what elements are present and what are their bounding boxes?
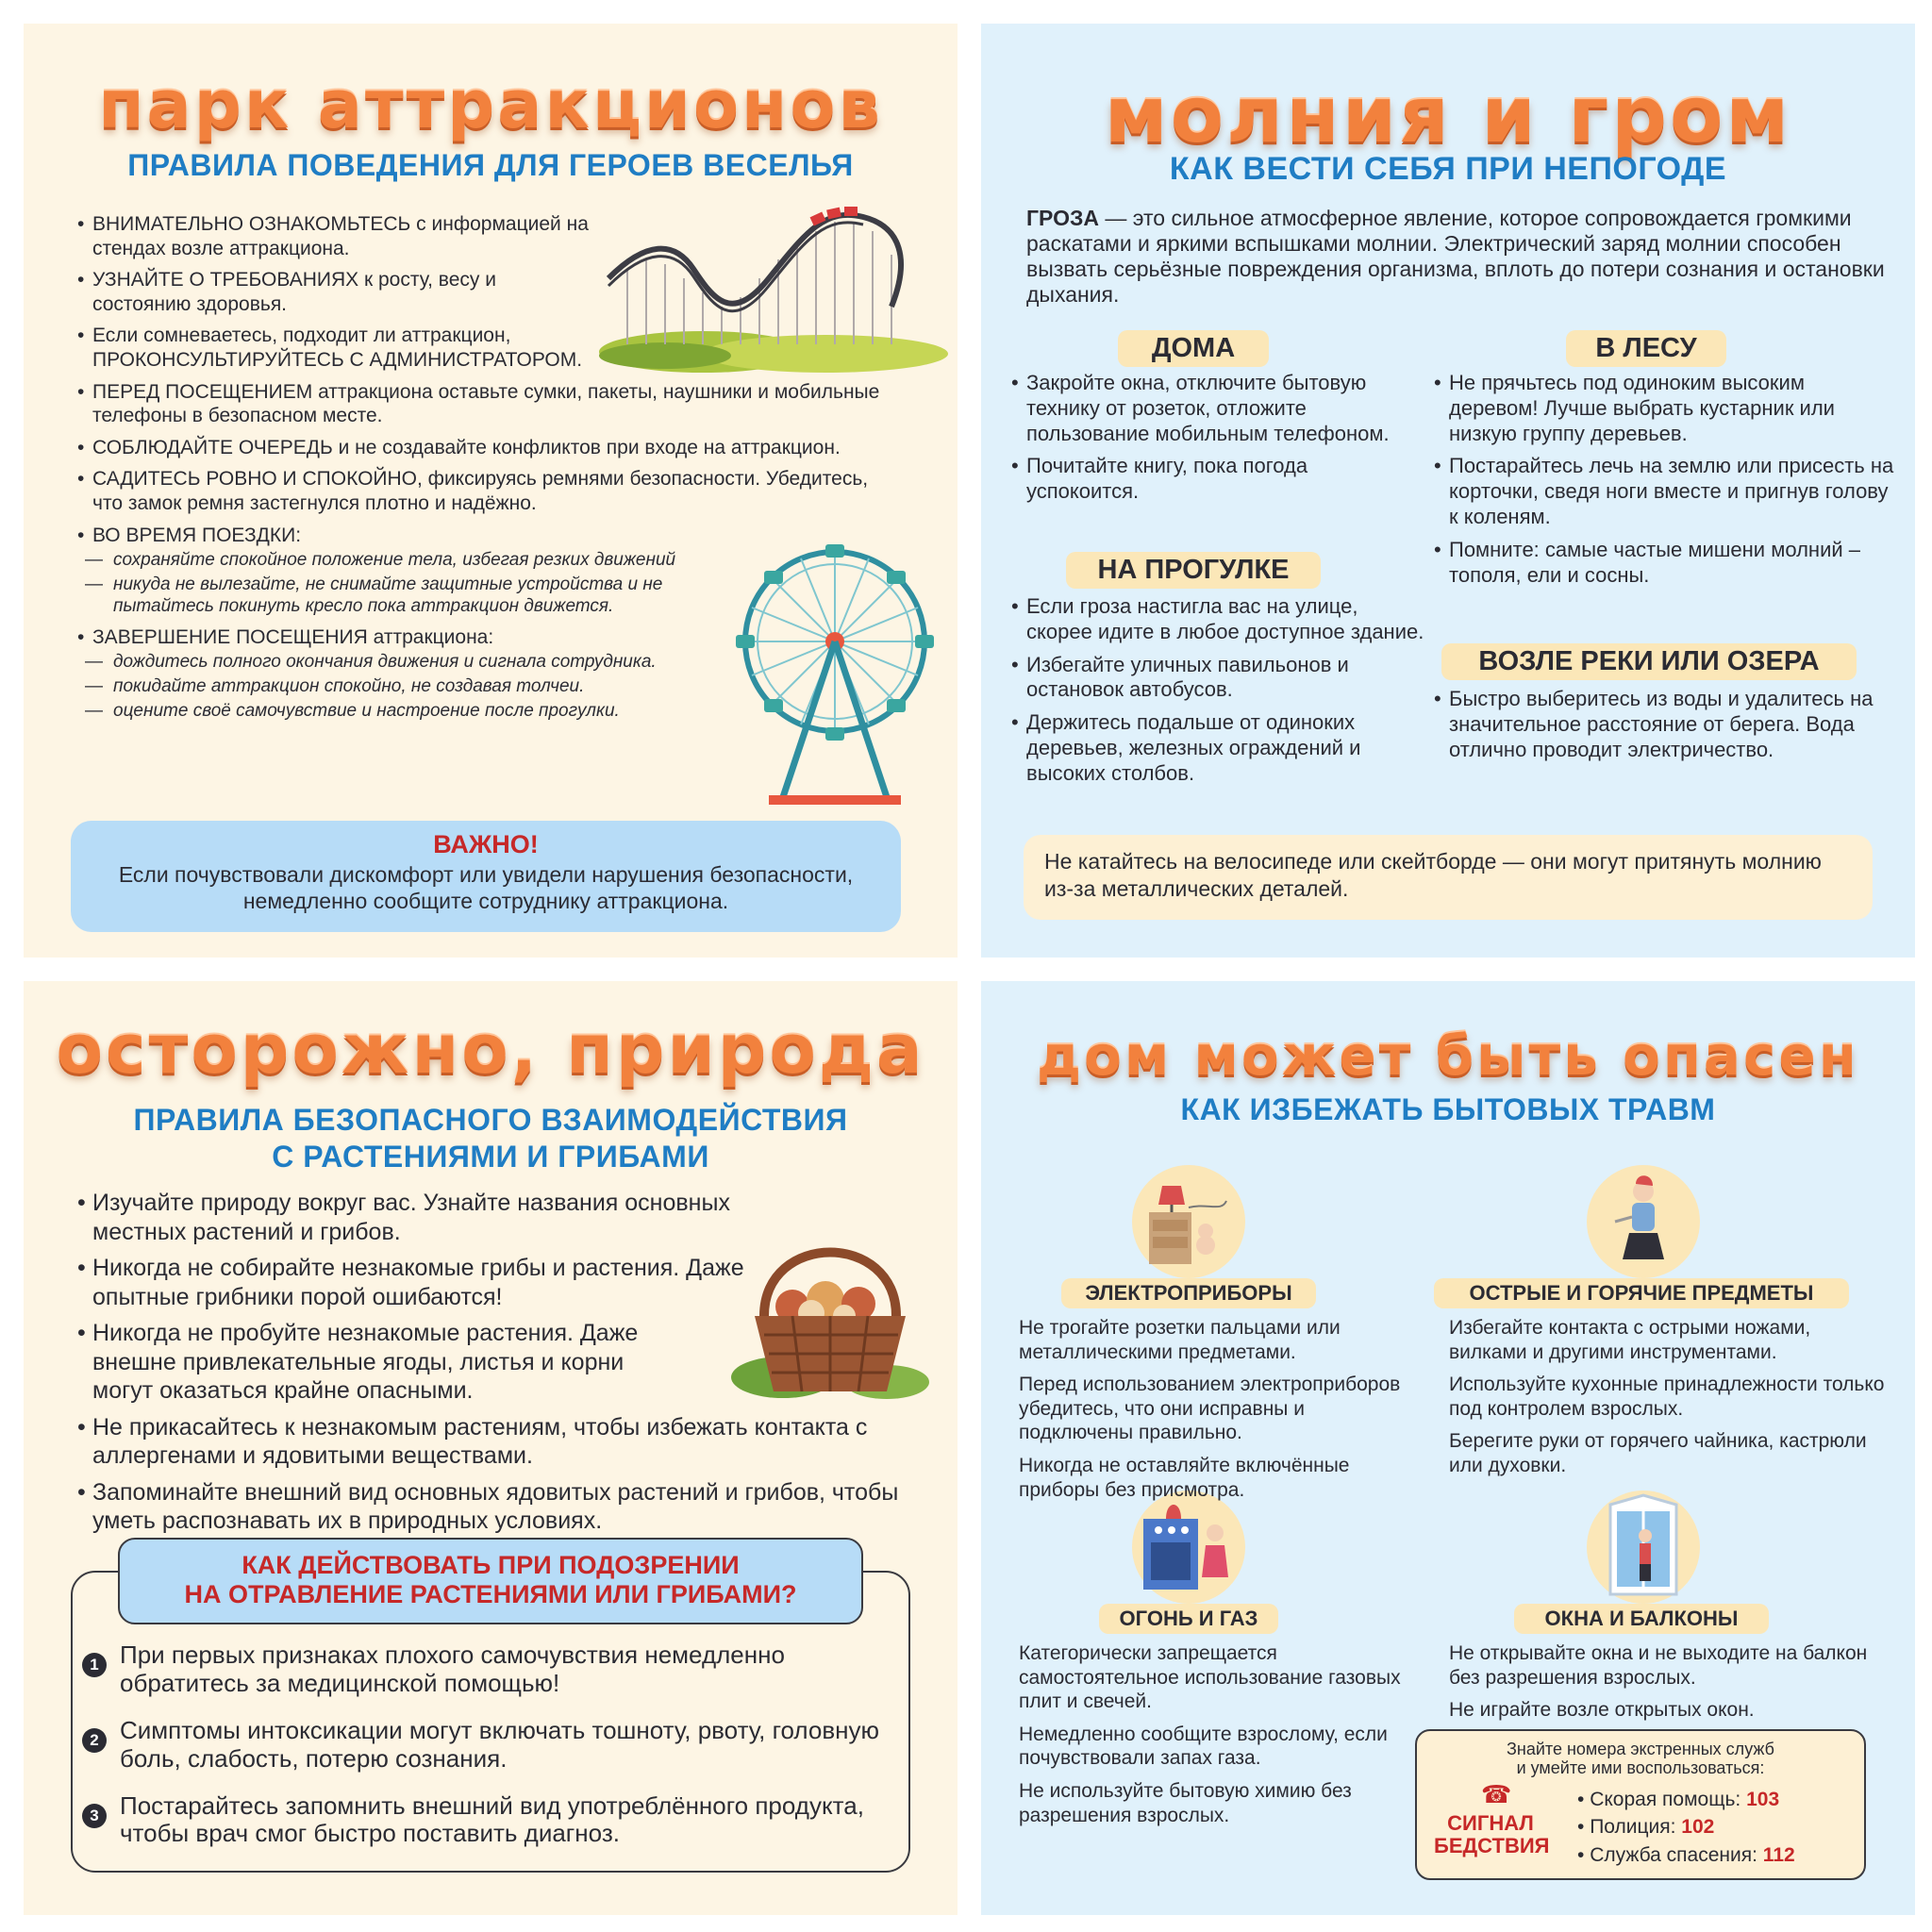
- poisoning-title-line: КАК ДЕЙСТВОВАТЬ ПРИ ПОДОЗРЕНИИ: [242, 1551, 740, 1579]
- during-title: ВО ВРЕМЯ ПОЕЗДКИ:: [92, 524, 302, 546]
- forest-item: • Не прячьтесь под одиноким высоким деревом! Лучше выбрать кустарник или низкую группу деревьев.: [1432, 371, 1894, 446]
- during-point: — сохраняйте спокойное положение тела, избегая резких движений: [92, 550, 755, 572]
- rule-text: аттракциона оставьте сумки, пакеты, наушники и мобильные телефоны в безопасном месте.: [92, 380, 880, 427]
- nature-rule-item: • Запоминайте внешний вид основных ядовитых растений и грибов, чтобы уметь распознавать их в природных условиях.: [75, 1478, 924, 1536]
- home-heading: ДОМА: [1118, 330, 1269, 367]
- service-name: Полиция:: [1590, 1816, 1676, 1839]
- rule-item: [75, 467, 887, 515]
- service-name: Служба спасения:: [1590, 1843, 1757, 1866]
- fire-text: [1019, 1641, 1415, 1836]
- step-number: 1: [82, 1653, 107, 1677]
- important-box: [71, 821, 901, 932]
- walk-item: • Избегайте уличных павильонов и остановок автобусов.: [1009, 653, 1424, 704]
- nature-caution-panel: [24, 981, 958, 1915]
- rule-item: [75, 212, 604, 260]
- electrical-appliances-icon: [1132, 1165, 1245, 1278]
- home-item: • Почитайте книгу, пока погода успокоится.: [1009, 454, 1406, 505]
- rule-bold: СОБЛЮДАЙТЕ ОЧЕРЕДЬ: [92, 436, 333, 458]
- end-title: ЗАВЕРШЕНИЕ ПОСЕЩЕНИЯ: [92, 625, 368, 648]
- rule-text: фиксируясь ремнями безопасности. Убедитесь, что замок ремня застегнулся плотно и надёжно.: [92, 468, 869, 515]
- electro-item: Никогда не оставляйте включённые приборы без присмотра.: [1019, 1455, 1350, 1501]
- window-text: [1449, 1641, 1892, 1731]
- home-danger-panel: [981, 981, 1915, 1915]
- subtitle-line: ПРАВИЛА БЕЗОПАСНОГО ВЗАИМОДЕЙСТВИЯ: [133, 1103, 848, 1137]
- sharp-item: Избегайте контакта с острыми ножами, вилками и другими инструментами.: [1449, 1317, 1811, 1363]
- electro-heading: ЭЛЕКТРОПРИБОРЫ: [1061, 1278, 1316, 1308]
- intro-paragraph: [1026, 206, 1894, 308]
- emergency-box: [1415, 1729, 1866, 1880]
- sharp-heading: ОСТРЫЕ И ГОРЯЧИЕ ПРЕДМЕТЫ: [1434, 1278, 1849, 1308]
- end-title-rest: аттракциона:: [367, 625, 494, 648]
- panel-subtitle: КАК ВЕСТИ СЕБЯ ПРИ НЕПОГОДЕ: [1169, 151, 1727, 187]
- walk-heading: НА ПРОГУЛКЕ: [1066, 552, 1321, 589]
- step-text: При первых признаках плохого самочувствия немедленно обратитесь за медицинской помощью!: [120, 1641, 785, 1697]
- sharp-text: [1449, 1316, 1892, 1487]
- during-point: — никуда не вылезайте, не снимайте защитные устройства и не пытайтесь покинуть кресло пока аттракцион движется.: [92, 575, 755, 618]
- rule-text: с информацией на стендах возле аттракциона.: [92, 213, 589, 259]
- poisoning-title-line: НА ОТРАВЛЕНИЕ РАСТЕНИЯМИ ИЛИ ГРИБАМИ?: [184, 1580, 797, 1609]
- window-heading: ОКНА И БАЛКОНЫ: [1514, 1604, 1769, 1634]
- nature-rules-list: [75, 1189, 924, 1543]
- phone-icon: ☎: [1481, 1780, 1512, 1808]
- rule-bold: ВНИМАТЕЛЬНО ОЗНАКОМЬТЕСЬ: [92, 213, 411, 235]
- river-heading: ВОЗЛЕ РЕКИ ИЛИ ОЗЕРА: [1441, 643, 1857, 680]
- intro-bold: ГРОЗА: [1026, 206, 1099, 230]
- electro-item: Не трогайте розетки пальцами или металлическими предметами.: [1019, 1317, 1341, 1363]
- rule-item: [75, 436, 868, 460]
- sharp-hot-objects-icon: [1587, 1165, 1700, 1278]
- rule-item: [75, 268, 547, 316]
- nature-rule-item: • Никогда не собирайте незнакомые грибы и растения. Даже опытные грибники порой ошибаются!: [75, 1254, 774, 1311]
- forest-item: • Постарайтесь лечь на землю или присесть на корточки, сведя ноги вместе и пригнув голову к коленям.: [1432, 454, 1894, 529]
- forest-item: • Помните: самые частые мишени молний – тополя, ели и сосны.: [1432, 538, 1894, 589]
- intro-text: — это сильное атмосферное явление, которое сопровождается громкими раскатами и яркими вспышками молнии. Электрический заряд молнии способен вызвать серьёзные повреждения организма, вплоть до потери сознания и остановки дыхания.: [1026, 206, 1885, 307]
- end-point: — покидайте аттракцион спокойно, не создавая толчеи.: [92, 676, 755, 698]
- rule-bold: САДИТЕСЬ РОВНО И СПОКОЙНО,: [92, 468, 423, 491]
- walk-item: • Если гроза настигла вас на улице, скорее идите в любое доступное здание.: [1009, 594, 1424, 645]
- fire-item: Немедленно сообщите взрослому, если почувствовали запах газа.: [1019, 1723, 1388, 1770]
- sharp-item: Берегите руки от горячего чайника, кастрюли или духовки.: [1449, 1430, 1867, 1477]
- during-ride-item: [75, 524, 755, 618]
- home-list: [1009, 371, 1406, 512]
- end-point: — дождитесь полного окончания движения и сигнала сотрудника.: [92, 652, 755, 674]
- emergency-header: [1417, 1740, 1864, 1778]
- home-item: • Закройте окна, отключите бытовую технику от розеток, отложите пользование мобильным телефоном.: [1009, 371, 1406, 446]
- rule-text: и не создавайте конфликтов при входе на аттракцион.: [332, 436, 841, 458]
- service-name: Скорая помощь:: [1590, 1789, 1741, 1810]
- rule-text: к росту, весу и состоянию здоровья.: [92, 269, 496, 315]
- river-item: • Быстро выберитесь из воды и удалитесь на значительное расстояние от берега. Вода отлично проводит электричество.: [1432, 687, 1894, 762]
- important-title: ВАЖНО!: [433, 830, 539, 858]
- panel-subtitle: КАК ИЗБЕЖАТЬ БЫТОВЫХ ТРАВМ: [1180, 1092, 1716, 1126]
- step-text: Симптомы интоксикации могут включать тошноту, рвоту, головную боль, слабость, потерю сознания.: [120, 1715, 880, 1773]
- step-item: [82, 1717, 893, 1774]
- panel-title: осторожно, природа: [56, 1009, 925, 1089]
- services-list: [1577, 1786, 1795, 1869]
- forest-heading: В ЛЕСУ: [1566, 330, 1726, 367]
- walk-item: • Держитесь подальше от одиноких деревьев, железных ограждений и высоких столбов.: [1009, 710, 1424, 786]
- note-text: Не катайтесь на велосипеде или скейтборде — они могут притянуть молнию из-за металлических деталей.: [1044, 849, 1822, 901]
- fire-heading: ОГОНЬ И ГАЗ: [1099, 1604, 1278, 1634]
- panel-title: молния и гром: [1104, 71, 1792, 160]
- signal-line: СИГНАЛ: [1447, 1811, 1534, 1835]
- emergency-header-line: Знайте номера экстренных служб: [1507, 1740, 1774, 1758]
- panel-title: парк аттракционов: [98, 66, 883, 143]
- poisoning-header: [118, 1538, 863, 1624]
- service-item: • Служба спасения: 112: [1577, 1843, 1795, 1866]
- subtitle-line: С РАСТЕНИЯМИ И ГРИБАМИ: [272, 1140, 709, 1174]
- signal-line: БЕДСТВИЯ: [1434, 1834, 1550, 1858]
- service-number: 102: [1681, 1816, 1715, 1839]
- step-text: Постарайтесь запомнить внешний вид употреблённого продукта, чтобы врач смог быстро поставить диагноз.: [120, 1790, 864, 1848]
- step-number: 3: [82, 1804, 107, 1828]
- nature-rule-item: • Никогда не пробуйте незнакомые растения. Даже внешне привлекательные ягоды, листья и корни могут оказаться крайне опасными.: [75, 1319, 679, 1406]
- fire-item: Категорически запрещается самостоятельное использование газовых плит и свечей.: [1019, 1642, 1401, 1713]
- service-item: • Полиция: 102: [1577, 1816, 1715, 1839]
- service-item: • Скорая помощь: 103: [1577, 1789, 1780, 1810]
- amusement-park-panel: [24, 24, 958, 958]
- end-visit-item: [75, 625, 755, 723]
- electro-item: Перед использованием электроприборов убедитесь, что они исправны и подключены правильно.: [1019, 1374, 1401, 1444]
- walk-list: [1009, 594, 1424, 794]
- emergency-header-line: и умейте ими воспользоваться:: [1516, 1757, 1765, 1777]
- window-item: Не открывайте окна и не выходите на балкон без разрешения взрослых.: [1449, 1642, 1868, 1689]
- bicycle-note: [1024, 835, 1873, 920]
- step-item: [82, 1792, 893, 1849]
- nature-rule-item: • Не прикасайтесь к незнакомым растениям, чтобы избежать контакта с аллергенами и ядовитыми веществами.: [75, 1413, 906, 1471]
- window-balcony-icon: [1587, 1491, 1700, 1604]
- sharp-item: Используйте кухонные принадлежности только под контролем взрослых.: [1449, 1374, 1885, 1420]
- rule-bold: ПЕРЕД ПОСЕЩЕНИЕМ: [92, 380, 313, 403]
- end-point: — оцените своё самочувствие и настроение после прогулки.: [92, 701, 755, 723]
- service-number: 112: [1762, 1843, 1795, 1866]
- ferris-wheel-illustration: [731, 542, 939, 816]
- electro-text: [1019, 1316, 1415, 1510]
- window-item: Не играйте возле открытых окон.: [1449, 1699, 1755, 1722]
- panel-subtitle: [24, 1102, 958, 1175]
- rule-item: [75, 380, 906, 428]
- service-number: 103: [1746, 1789, 1780, 1810]
- distress-signal-label: [1434, 1811, 1550, 1858]
- fire-item: Не используйте бытовую химию без разрешения взрослых.: [1019, 1780, 1352, 1826]
- rule-item: [75, 324, 604, 372]
- step-number: 2: [82, 1728, 107, 1753]
- rules-list: [75, 212, 880, 730]
- nature-rule-item: • Изучайте природу вокруг вас. Узнайте названия основных местных растений и грибов.: [75, 1189, 830, 1246]
- river-list: [1432, 687, 1894, 770]
- important-text: Если почувствовали дискомфорт или увидели нарушения безопасности, немедленно сообщите сотруднику аттракциона.: [118, 862, 854, 914]
- rule-text: Если сомневаетесь, подходит ли аттракцион, ПРОКОНСУЛЬТИРУЙТЕСЬ С АДМИНИСТРАТОРОМ.: [92, 325, 583, 372]
- lightning-thunder-panel: [981, 24, 1915, 958]
- step-item: [82, 1641, 893, 1698]
- steps-list: [82, 1641, 893, 1848]
- rule-bold: УЗНАЙТЕ О ТРЕБОВАНИЯХ: [92, 269, 359, 291]
- panel-title: дом может быть опасен: [1037, 1024, 1859, 1088]
- panel-subtitle: ПРАВИЛА ПОВЕДЕНИЯ ДЛЯ ГЕРОЕВ ВЕСЕЛЬЯ: [127, 148, 854, 182]
- forest-list: [1432, 371, 1894, 596]
